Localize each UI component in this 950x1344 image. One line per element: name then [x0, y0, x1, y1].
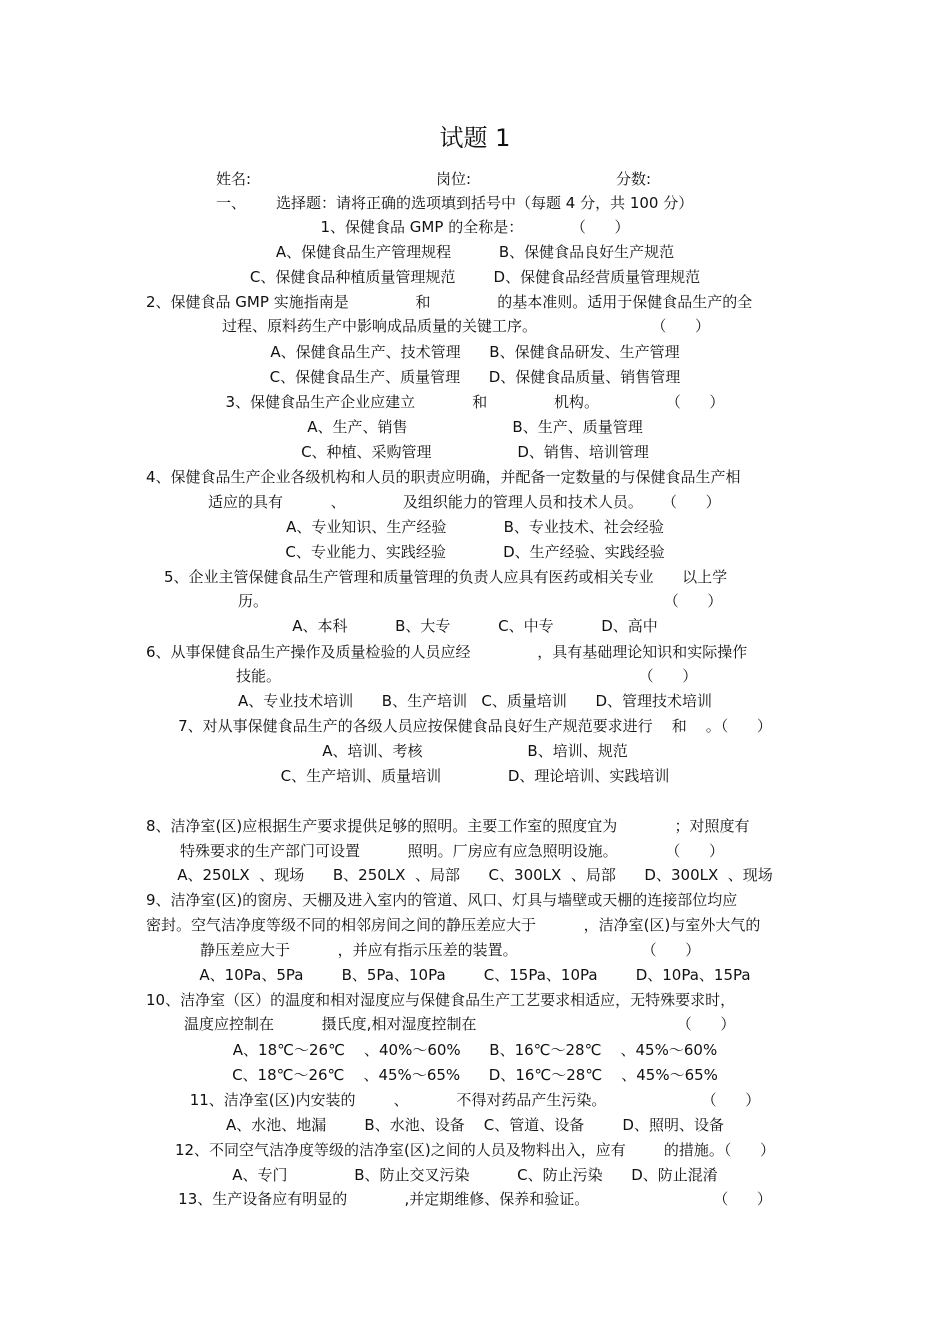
question-4-options: A、专业知识、生产经验 B、专业技术、社会经验 [286, 518, 664, 536]
question-4-options: C、专业能力、实践经验 D、生产经验、实践经验 [285, 543, 665, 561]
question-2-options: C、保健食品生产、质量管理 D、保健食品质量、销售管理 [269, 368, 681, 386]
question-5-options: A、本科 B、大专 C、中专 D、高中 [292, 617, 658, 635]
question-1-options: A、保健食品生产管理规程 B、保健食品良好生产规范 [275, 243, 675, 261]
question-12-line: 12、不同空气洁净度等级的洁净室(区)之间的人员及物料出入，应有 的措施。（ ） [174, 1141, 776, 1159]
section-heading: 选择题：请将正确的选项填到括号中（每题 4 分，共 100 分） [276, 194, 694, 212]
question-2-line: 2、保健食品 GMP 实施指南是 和 的基本准则。适用于保健食品生产的全 [146, 293, 753, 311]
question-6-line: 6、从事保健食品生产操作及质量检验的人员应经 ，具有基础理论知识和实际操作 [146, 643, 748, 661]
question-3-options: A、生产、销售 B、生产、质量管理 [307, 418, 643, 436]
question-9-options: A、10Pa、5Pa B、5Pa、10Pa C、15Pa、10Pa D、10Pa、15Pa [199, 966, 751, 984]
score-label: 分数: [616, 170, 652, 188]
question-10-line: 温度应控制在 摄氏度,相对湿度控制在 （ ） [184, 1015, 736, 1033]
question-10-line: 10、洁净室（区）的温度和相对湿度应与保健食品生产工艺要求相适应，无特殊要求时， [146, 991, 736, 1009]
question-8-options: A、250LX 、现场 B、250LX 、局部 C、300LX 、局部 D、300LX 、现场 [177, 866, 773, 884]
question-7-options: A、培训、考核 B、培训、规范 [322, 742, 628, 760]
name-label: 姓名: [216, 170, 252, 188]
question-13-line: 13、生产设备应有明显的 ,并定期维修、保养和验证。 （ ） [178, 1190, 772, 1208]
question-10-options: A、18℃～26℃ 、40%～60% B、16℃～28℃ 、45%～60% [232, 1041, 718, 1059]
question-3-line: 3、保健食品生产企业应建立 和 机构。 （ ） [225, 393, 725, 411]
question-12-options: A、专门 B、防止交叉污染 C、防止污染 D、防止混淆 [232, 1166, 718, 1184]
section-number: 一、 [216, 194, 247, 212]
question-6-options: A、专业技术培训 B、生产培训 C、质量培训 D、管理技术培训 [237, 692, 713, 710]
question-5-line: 历。 （ ） [238, 592, 723, 610]
question-9-line: 密封。空气洁净度等级不同的相邻房间之间的静压差应大于 ，洁净室(区)与室外大气的 [146, 916, 761, 934]
question-8-line: 8、洁净室(区)应根据生产要求提供足够的照明。主要工作室的照度宜为 ；对照度有 [146, 817, 750, 835]
post-label: 岗位: [436, 170, 472, 188]
question-4-line: 适应的具有 、 及组织能力的管理人员和技术人员。 （ ） [208, 493, 721, 511]
question-2-options: A、保健食品生产、技术管理 B、保健食品研发、生产管理 [270, 343, 680, 361]
question-11-options: A、水池、地漏 B、水池、设备 C、管道、设备 D、照明、设备 [226, 1116, 724, 1134]
question-8-line: 特殊要求的生产部门可设置 照明。厂房应有应急照明设施。 （ ） [180, 842, 724, 860]
question-11-line: 11、洁净室(区)内安装的 、 不得对药品产生污染。 （ ） [189, 1091, 761, 1109]
question-7-line: 7、对从事保健食品生产的各级人员应按保健食品良好生产规范要求进行 和 。（ ） [178, 717, 772, 735]
question-3-options: C、种植、采购管理 D、销售、培训管理 [301, 443, 649, 461]
question-1-options: C、保健食品种植质量管理规范 D、保健食品经营质量管理规范 [249, 268, 701, 286]
question-7-options: C、生产培训、质量培训 D、理论培训、实践培训 [280, 767, 670, 785]
question-4-line: 4、保健食品生产企业各级机构和人员的职责应明确，并配备一定数量的与保健食品生产相 [146, 468, 741, 486]
question-6-line: 技能。 （ ） [236, 667, 698, 685]
question-5-line: 5、企业主管保健食品生产管理和质量管理的负责人应具有医药或相关专业 以上学 [164, 568, 728, 586]
question-9-line: 静压差应大于 ，并应有指示压差的装置。 （ ） [200, 941, 701, 959]
question-2-line: 过程、原料药生产中影响成品质量的关键工序。 （ ） [222, 317, 711, 335]
question-1-line: 1、保健食品 GMP 的全称是： （ ） [320, 218, 630, 236]
question-9-line: 9、洁净室(区)的窗房、天棚及进入室内的管道、风口、灯具与墙壁或天棚的连接部位均应 [146, 891, 738, 909]
page-title: 试题 1 [439, 124, 511, 152]
question-10-options: C、18℃～26℃ 、45%～65% D、16℃～28℃ 、45%～65% [232, 1066, 718, 1084]
